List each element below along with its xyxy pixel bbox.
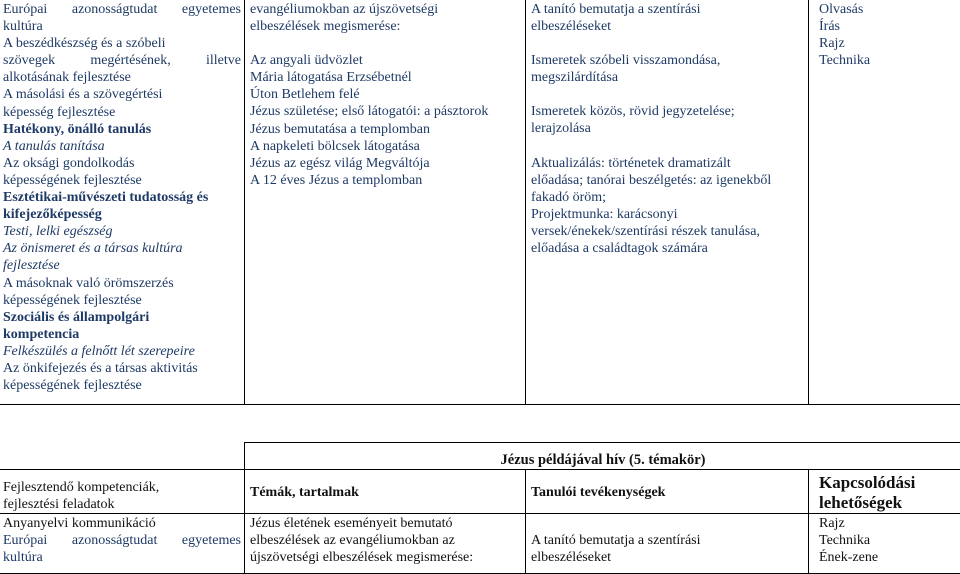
- section-title-row: [0, 443, 960, 470]
- header-topics: Témák, tartalmak: [245, 470, 526, 514]
- text-line: megszilárdítása: [531, 69, 805, 86]
- text-line: evangéliumokban az újszövetségi: [250, 1, 522, 18]
- text-line: Ismeretek közös, rövid jegyzetelése;: [531, 103, 805, 120]
- text-line: előadása; tanórai beszélgetés: az igenekből: [531, 172, 805, 189]
- text-line: képességének fejlesztése: [3, 292, 241, 309]
- header-connections: Kapcsolódási lehetőségek: [809, 470, 960, 514]
- activities-cell: A tanító bemutatja a szentírási elbeszéléseket: [526, 514, 809, 574]
- curriculum-table-topic-5: [0, 442, 960, 574]
- text-line: Az angyali üdvözlet: [250, 52, 522, 69]
- text-line: A 12 éves Jézus a templomban: [250, 172, 522, 189]
- text-line: kompetencia: [3, 326, 241, 343]
- text-line: képesség fejlesztése: [3, 104, 241, 121]
- header-competencies: Fejlesztendő kompetenciák, fejlesztési feladatok: [0, 470, 245, 514]
- text-line: Ismeretek szóbeli visszamondása,: [531, 52, 805, 69]
- text-line: elbeszéléseket: [531, 18, 805, 35]
- text-line: Jézus bemutatása a templomban: [250, 121, 522, 138]
- table-row: [0, 514, 960, 574]
- text-line: A tanító bemutatja a szentírási: [531, 1, 805, 18]
- text-line: szövegek megértésének, illetve: [3, 52, 241, 69]
- topics-cell: [245, 0, 526, 405]
- text-line: Az oksági gondolkodás: [3, 155, 241, 172]
- text-line: Jézus születése; első látogatói: a pásztorok: [250, 103, 522, 120]
- text-line: Esztétikai-művészeti tudatosság és: [3, 189, 241, 206]
- text-line: A napkeleti bölcsek látogatása: [250, 138, 522, 155]
- connections-cell: [809, 0, 960, 405]
- text-line: Jézus az egész világ Megváltója: [250, 155, 522, 172]
- text-line: elbeszélések megismerése:: [250, 18, 522, 35]
- text-line: lerajzolása: [531, 120, 805, 137]
- text-line: Technika: [819, 52, 958, 69]
- text-line: A másolási és a szövegértési: [3, 86, 241, 103]
- competencies-cell: [0, 0, 245, 405]
- text-line: Úton Betlehem felé: [250, 86, 522, 103]
- competencies-cell: Anyanyelvi kommunikáció Európai azonosságtudat egyetemes kultúra: [0, 514, 245, 574]
- connections-cell: Rajz Technika Ének-zene: [809, 514, 960, 574]
- text-line: fakadó öröm;: [531, 189, 805, 206]
- text-line: Projektmunka: karácsonyi: [531, 206, 805, 223]
- text-line: képességének fejlesztése: [3, 172, 241, 189]
- text-line: Európai azonosságtudat egyetemes: [3, 1, 241, 18]
- section-title: Jézus példájával hív (5. témakör): [245, 443, 960, 470]
- text-line: Testi, lelki egészség: [3, 223, 241, 240]
- text-line: Az önismeret és a társas kultúra: [3, 240, 241, 257]
- text-line: fejlesztése: [3, 257, 241, 274]
- text-line: A tanulás tanítása: [3, 138, 241, 155]
- text-line: Szociális és állampolgári: [3, 309, 241, 326]
- text-line: Aktualizálás: történetek dramatizált: [531, 155, 805, 172]
- text-line: kifejezőképesség: [3, 206, 241, 223]
- text-line: A beszédkészség és a szóbeli: [3, 35, 241, 52]
- text-line: Az önkifejezés és a társas aktivitás: [3, 360, 241, 377]
- text-line: képességének fejlesztése: [3, 377, 241, 394]
- activities-cell: [526, 0, 809, 405]
- text-line: Olvasás: [819, 1, 958, 18]
- text-line: versek/énekek/szentírási részek tanulása,: [531, 223, 805, 240]
- text-line: A másoknak való örömszerzés: [3, 275, 241, 292]
- text-line: Felkészülés a felnőtt lét szerepeire: [3, 343, 241, 360]
- topics-cell: Jézus életének eseményeit bemutató elbeszélések az evangéliumokban az újszövetségi elbeszélések megismerése:: [245, 514, 526, 574]
- text-line: kultúra: [3, 18, 241, 35]
- header-row: [0, 470, 960, 514]
- text-line: Rajz: [819, 35, 958, 52]
- text-line: alkotásának fejlesztése: [3, 69, 241, 86]
- text-line: Írás: [819, 18, 958, 35]
- text-line: Hatékony, önálló tanulás: [3, 121, 241, 138]
- text-line: Mária látogatása Erzsébetnél: [250, 69, 522, 86]
- text-line: előadása a családtagok számára: [531, 240, 805, 257]
- header-activities: Tanulói tevékenységek: [526, 470, 809, 514]
